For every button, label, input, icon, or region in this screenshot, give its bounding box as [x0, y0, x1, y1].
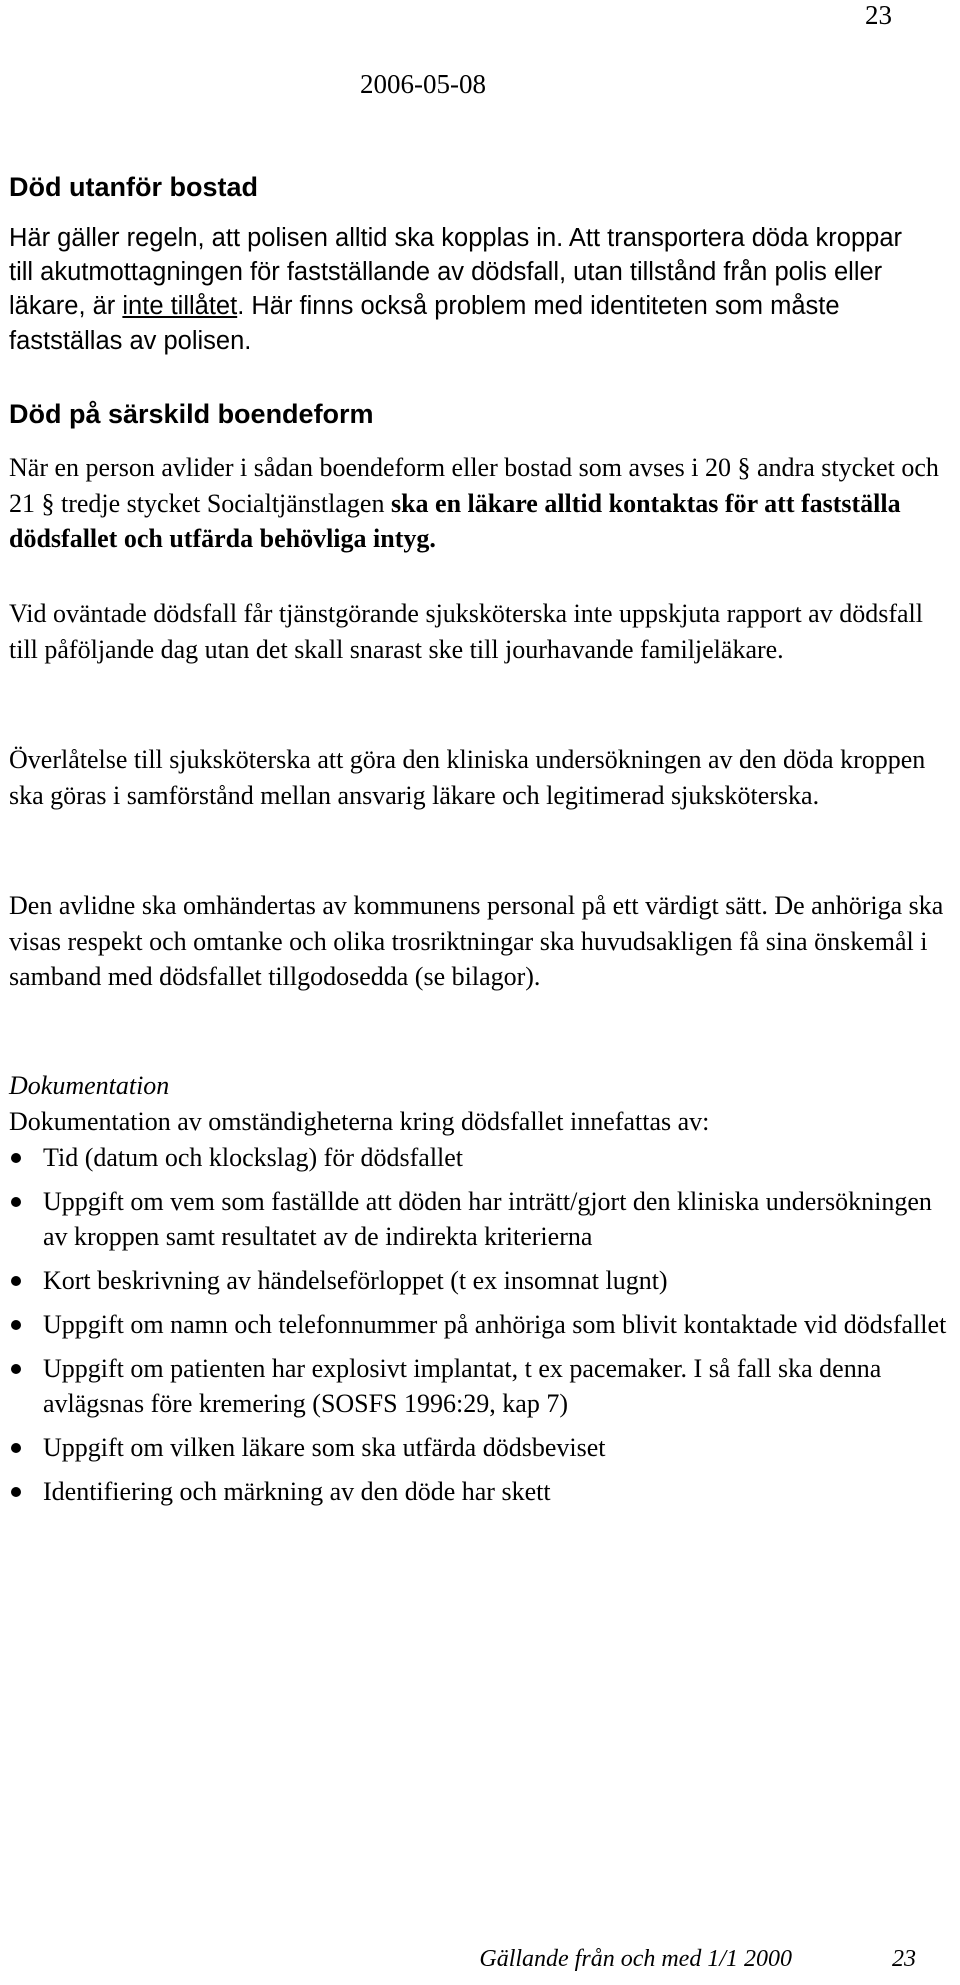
list-item-text: Kort beskrivning av händelseförloppet (t ex insomnat lugnt) [43, 1266, 668, 1296]
list-item-text: Uppgift om vilken läkare som ska utfärda dödsbeviset [43, 1433, 606, 1463]
paragraph-text: När en person avlider i sådan boendeform eller bostad som avses i 20 § andra stycket och 21 § tredje stycket Socialtjänstlagen [9, 453, 939, 518]
list-item [0, 1430, 950, 1466]
document-date: 2006-05-08 [360, 69, 486, 99]
paragraph-care-of-deceased: Den avlidne ska omhändertas av kommunens personal på ett värdigt sätt. De anhöriga ska visas respekt och omtanke och olika trosriktningar ska huvudsakligen få sina önskemål i samband med dödsfallet tillgodosedda (se bilagor). [9, 891, 944, 992]
heading-death-outside-home: Död utanför bostad [9, 172, 258, 202]
list-item-text: Tid (datum och klockslag) för dödsfallet [43, 1143, 464, 1172]
list-item [0, 1140, 950, 1176]
list-item-text: Uppgift om namn och telefonnummer på anhöriga som blivit kontaktade vid dödsfallet [43, 1309, 947, 1339]
list-item [0, 1474, 950, 1510]
list-item [0, 1184, 950, 1255]
paragraph-doctor-contact [9, 450, 944, 557]
paragraph-police-rule [9, 221, 929, 358]
footer-page-number: 23 [892, 1946, 916, 1972]
documentation-intro: Dokumentation av omständigheterna kring dödsfallet innefattas av: [9, 1107, 710, 1136]
bullet-icon [11, 1487, 21, 1497]
bullet-icon [11, 1197, 21, 1207]
list-item-text: Uppgift om patienten har explosivt implantat, t ex pacemaker. I så fall ska denna avlägsnas före kremering (SOSFS 1996:29, kap 7) [43, 1353, 882, 1419]
heading-special-housing: Död på särskild boendeform [9, 399, 374, 429]
list-item-text: Identifiering och märkning av den döde har skett [43, 1476, 551, 1506]
footer [479, 1945, 916, 1973]
documentation-list [0, 1140, 950, 1518]
heading-documentation: Dokumentation [9, 1071, 170, 1100]
underlined-text: inte tillåtet [122, 292, 238, 321]
bullet-icon [11, 1320, 21, 1330]
bullet-icon [11, 1364, 21, 1374]
list-item-text: Uppgift om vem som faställde att döden har inträtt/gjort den kliniska undersökningen av kroppen samt resultatet av de indirekta kriterierna [43, 1186, 932, 1252]
paragraph-text: Här gäller regeln, att polisen alltid ska kopplas in. Att transportera döda kroppar till akutmottagningen för fastställande av dödsfall, utan tillstånd från polis eller läkare, är [9, 224, 902, 321]
paragraph-unexpected-death: Vid oväntade dödsfall får tjänstgörande sjuksköterska inte uppskjuta rapport av dödsfall till påföljande dag utan det skall snarast ske till jourhavande familjeläkare. [9, 599, 923, 664]
page-number-top: 23 [865, 0, 892, 30]
bullet-icon [11, 1276, 21, 1286]
bullet-icon [11, 1153, 21, 1163]
list-item [0, 1351, 950, 1422]
paragraph-text: . Här finns också problem med identiteten som måste fastställas av polisen. [9, 292, 840, 355]
list-item [0, 1263, 950, 1299]
bullet-icon [11, 1443, 21, 1453]
paragraph-delegation: Överlåtelse till sjuksköterska att göra den kliniska undersökningen av den döda kroppen ska göras i samförstånd mellan ansvarig läkare och legitimerad sjuksköterska. [9, 745, 926, 810]
list-item [0, 1307, 950, 1343]
bold-text: ska en läkare alltid kontaktas för att fastställa dödsfallet och utfärda behövliga intyg. [9, 488, 901, 554]
footer-text: Gällande från och med 1/1 2000 [479, 1946, 792, 1972]
